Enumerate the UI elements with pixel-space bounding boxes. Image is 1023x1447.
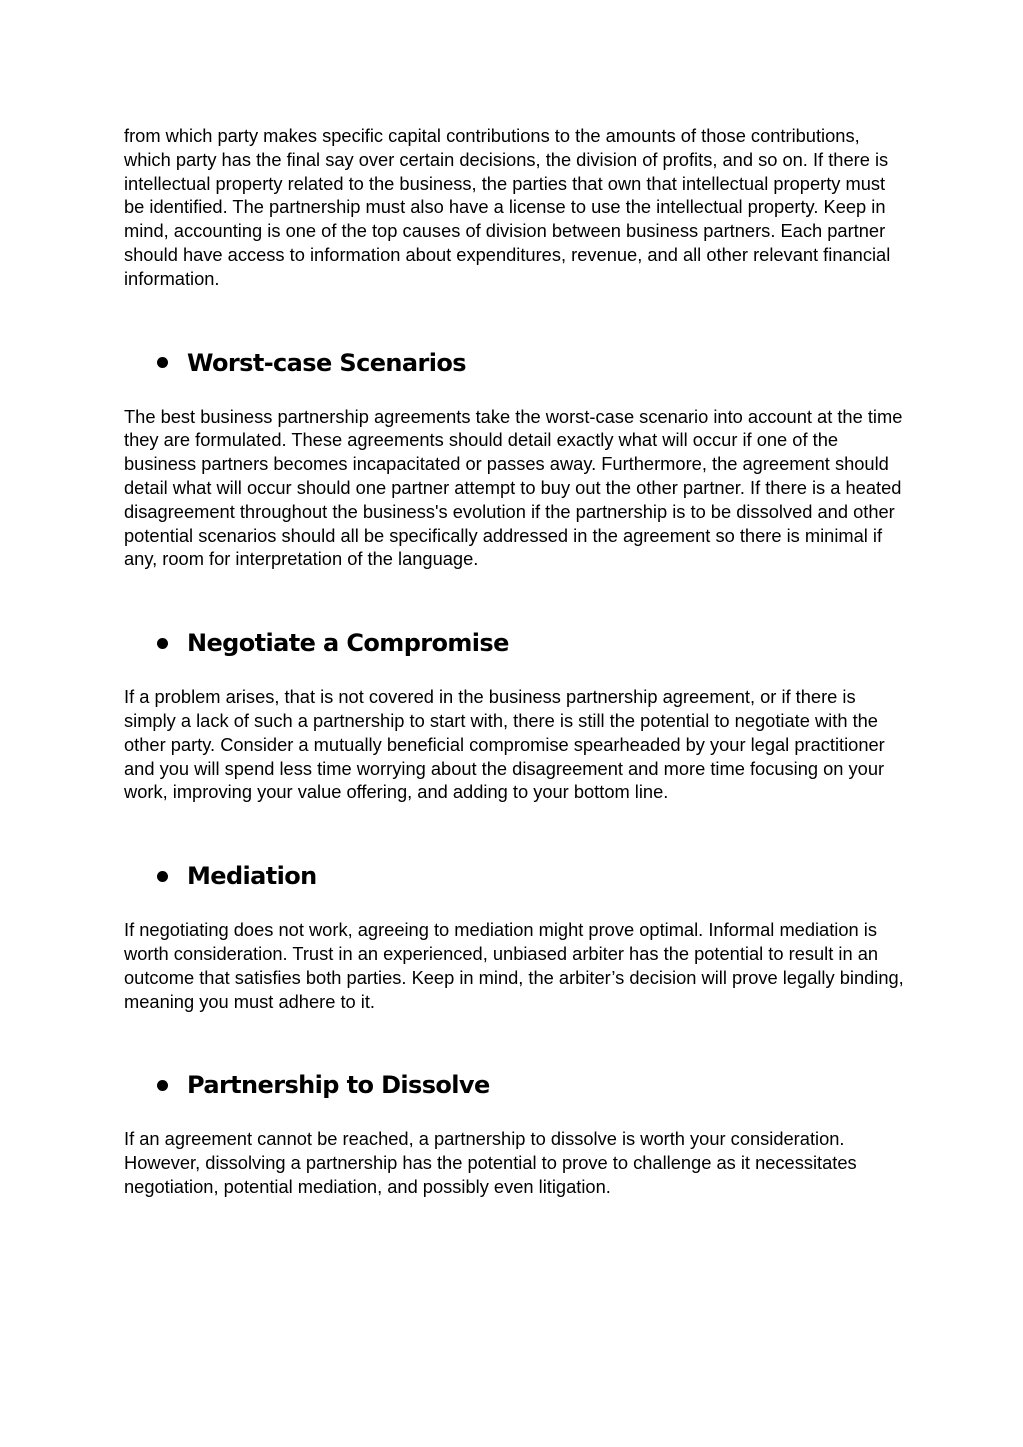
- bullet-icon: [157, 871, 168, 882]
- intro-paragraph: from which party makes specific capital contributions to the amounts of those contributions, which party has the final say over certain decisions, the division of profits, and so on. If there is intellectual property related to the business, the parties that own that intellectual property must be identified. The partnership must also have a license to use the intellectual property. Keep in mind, accounting is one of the top causes of division between business partners. Each partner should have access to information about expenditures, revenue, and all other relevant financial information.: [124, 125, 891, 289]
- bullet-icon: [157, 1080, 168, 1091]
- section-heading-text: Negotiate a Compromise: [187, 629, 509, 658]
- section-body-partnership-to-dissolve: If an agreement cannot be reached, a partnership to dissolve is worth your consideration. However, dissolving a partnership has the potential to prove to challenge as it necessitates negotiation, potential mediation, and possibly even litigation.: [124, 1128, 857, 1197]
- section-heading-text: Worst-case Scenarios: [187, 348, 466, 377]
- section-heading-partnership-to-dissolve: [124, 1070, 904, 1100]
- section-body-mediation: If negotiating does not work, agreeing to mediation might prove optimal. Informal mediation is worth consideration. Trust in an experienced, unbiased arbiter has the potential to result in an outcome that satisfies both parties. Keep in mind, the arbiter’s decision will prove legally binding, meaning you must adhere to it.: [124, 919, 904, 1012]
- section-heading-mediation: [124, 861, 904, 891]
- section-body-negotiate-a-compromise: If a problem arises, that is not covered in the business partnership agreement, or if there is simply a lack of such a partnership to start with, there is still the potential to negotiate with the other party. Consider a mutually beneficial compromise spearheaded by your legal practitioner and you will spend less time worrying about the disagreement and more time focusing on your work, improving your value offering, and adding to your bottom line.: [124, 686, 885, 803]
- section-heading-negotiate-a-compromise: [124, 628, 904, 658]
- section-heading-text: Mediation: [187, 862, 317, 891]
- bullet-icon: [157, 357, 168, 368]
- document-page: [124, 124, 904, 1199]
- section-heading-text: Partnership to Dissolve: [187, 1071, 490, 1100]
- section-body-worst-case-scenarios: The best business partnership agreements take the worst-case scenario into account at the time they are formulated. These agreements should detail exactly what will occur if one of the business partners becomes incapacitated or passes away. Furthermore, the agreement should detail what will occur should one partner attempt to buy out the other partner. If there is a heated disagreement throughout the business's evolution if the partnership is to be dissolved and other potential scenarios should all be specifically addressed in the agreement so there is minimal if any, room for interpretation of the language.: [124, 405, 903, 570]
- bullet-icon: [157, 638, 168, 649]
- section-heading-worst-case-scenarios: [124, 348, 904, 378]
